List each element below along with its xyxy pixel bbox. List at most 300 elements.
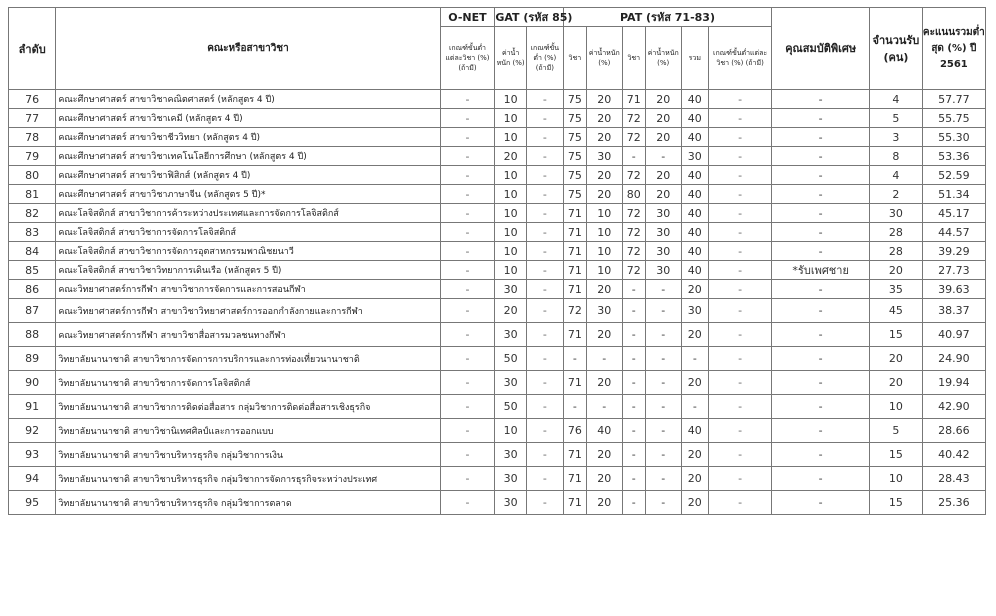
table-row [9,299,986,323]
row-pat-subject-2: 71 [622,90,645,109]
row-pat-min: - [708,280,771,299]
row-min-score: 24.90 [922,347,985,371]
row-onet-min: - [440,299,495,323]
row-pat-weight-2: - [645,147,681,166]
row-pat-weight-2: - [645,443,681,467]
row-gat-min: - [526,128,563,147]
header-faculty: คณะหรือสาขาวิชา [56,8,440,90]
row-order: 78 [9,128,56,147]
row-pat-subject-1: 76 [563,419,586,443]
row-onet-min: - [440,185,495,204]
row-gat-weight: 10 [495,128,527,147]
row-special: - [772,299,870,323]
row-gat-min: - [526,280,563,299]
row-min-score: 57.77 [922,90,985,109]
row-pat-min: - [708,371,771,395]
row-faculty-name: คณะโลจิสติกส์ สาขาวิชาการค้าระหว่างประเทศและการจัดการโลจิสติกส์ [56,204,440,223]
row-special: - [772,419,870,443]
header-pat-subject-2: วิชา [622,27,645,90]
header-seats: จำนวนรับ (คน) [870,8,923,90]
row-seats: 45 [870,299,923,323]
row-pat-total: 40 [681,223,708,242]
row-gat-weight: 50 [495,347,527,371]
row-pat-subject-1: 75 [563,185,586,204]
row-pat-total: 40 [681,90,708,109]
row-gat-weight: 10 [495,90,527,109]
row-order: 82 [9,204,56,223]
row-special: - [772,242,870,261]
header-pat-total: รวม [681,27,708,90]
header-onet-min: เกณฑ์ขั้นต่ำแต่ละวิชา (%) (ถ้ามี) [440,27,495,90]
row-pat-min: - [708,347,771,371]
row-pat-subject-1: 72 [563,299,586,323]
row-gat-min: - [526,166,563,185]
row-order: 90 [9,371,56,395]
row-seats: 10 [870,395,923,419]
row-pat-min: - [708,204,771,223]
row-gat-weight: 20 [495,299,527,323]
row-gat-min: - [526,242,563,261]
row-seats: 15 [870,491,923,515]
row-onet-min: - [440,261,495,280]
row-pat-weight-1: 20 [586,109,622,128]
row-faculty-name: คณะศึกษาศาสตร์ สาขาวิชาเทคโนโลยีการศึกษา (หลักสูตร 4 ปี) [56,147,440,166]
row-pat-subject-2: - [622,323,645,347]
header-onet: O-NET [440,8,495,27]
row-pat-total: 30 [681,299,708,323]
row-pat-subject-2: - [622,491,645,515]
row-gat-min: - [526,467,563,491]
row-gat-weight: 30 [495,280,527,299]
row-pat-weight-2: - [645,280,681,299]
row-gat-weight: 10 [495,223,527,242]
row-pat-min: - [708,223,771,242]
row-pat-weight-2: - [645,491,681,515]
row-pat-weight-1: 10 [586,204,622,223]
row-special: *รับเพศชาย [772,261,870,280]
row-faculty-name: คณะวิทยาศาสตร์การกีฬา สาขาวิชาสื่อสารมวลชนทางกีฬา [56,323,440,347]
row-seats: 3 [870,128,923,147]
row-special: - [772,323,870,347]
row-pat-subject-2: 72 [622,242,645,261]
header-row-top [9,8,986,27]
row-gat-min: - [526,299,563,323]
row-seats: 30 [870,204,923,223]
row-min-score: 39.29 [922,242,985,261]
row-pat-weight-2: 20 [645,128,681,147]
row-min-score: 42.90 [922,395,985,419]
row-pat-weight-2: 20 [645,185,681,204]
row-gat-min: - [526,395,563,419]
row-special: - [772,128,870,147]
row-pat-subject-2: - [622,147,645,166]
row-pat-total: - [681,347,708,371]
row-seats: 28 [870,242,923,261]
row-pat-min: - [708,261,771,280]
row-pat-weight-1: 20 [586,323,622,347]
row-pat-weight-2: - [645,467,681,491]
row-order: 95 [9,491,56,515]
row-pat-weight-1: 10 [586,261,622,280]
row-special: - [772,491,870,515]
row-special: - [772,109,870,128]
row-pat-weight-1: 20 [586,443,622,467]
row-pat-total: - [681,395,708,419]
header-special: คุณสมบัติพิเศษ [772,8,870,90]
row-pat-weight-1: 10 [586,242,622,261]
row-min-score: 45.17 [922,204,985,223]
row-onet-min: - [440,371,495,395]
row-order: 94 [9,467,56,491]
row-onet-min: - [440,491,495,515]
row-gat-weight: 30 [495,467,527,491]
row-order: 81 [9,185,56,204]
row-pat-total: 40 [681,166,708,185]
header-pat-weight-1: ค่าน้ำหนัก (%) [586,27,622,90]
row-pat-weight-1: 10 [586,223,622,242]
row-pat-subject-2: - [622,443,645,467]
row-pat-weight-2: 30 [645,242,681,261]
table-row [9,204,986,223]
row-pat-subject-1: 75 [563,166,586,185]
row-special: - [772,280,870,299]
header-score: คะแนนรวมต่ำสุด (%) ปี 2561 [922,8,985,90]
row-onet-min: - [440,467,495,491]
row-pat-subject-2: 72 [622,128,645,147]
row-order: 84 [9,242,56,261]
row-gat-min: - [526,419,563,443]
row-gat-min: - [526,185,563,204]
row-pat-subject-2: - [622,280,645,299]
row-pat-subject-1: - [563,347,586,371]
row-pat-weight-2: 20 [645,166,681,185]
row-min-score: 51.34 [922,185,985,204]
row-seats: 20 [870,371,923,395]
row-seats: 20 [870,261,923,280]
row-special: - [772,147,870,166]
row-pat-min: - [708,147,771,166]
row-gat-weight: 10 [495,166,527,185]
row-order: 86 [9,280,56,299]
row-onet-min: - [440,147,495,166]
row-pat-total: 20 [681,371,708,395]
row-min-score: 38.37 [922,299,985,323]
row-pat-weight-1: 20 [586,90,622,109]
admission-table-container [8,7,986,515]
table-header [9,8,986,90]
row-faculty-name: คณะวิทยาศาสตร์การกีฬา สาขาวิชาวิทยาศาสตร์การออกกำลังกายและการกีฬา [56,299,440,323]
row-faculty-name: คณะศึกษาศาสตร์ สาขาวิชาภาษาจีน (หลักสูตร 5 ปี)* [56,185,440,204]
row-min-score: 40.42 [922,443,985,467]
row-pat-weight-1: 40 [586,419,622,443]
table-row [9,467,986,491]
row-order: 92 [9,419,56,443]
row-min-score: 28.66 [922,419,985,443]
row-gat-weight: 30 [495,323,527,347]
row-onet-min: - [440,395,495,419]
row-pat-total: 40 [681,128,708,147]
row-seats: 15 [870,443,923,467]
row-onet-min: - [440,419,495,443]
admission-criteria-table [8,7,986,515]
row-pat-weight-1: - [586,347,622,371]
table-row [9,395,986,419]
row-pat-subject-1: 71 [563,280,586,299]
row-faculty-name: วิทยาลัยนานาชาติ สาขาวิชาการจัดการการบริการและการท่องเที่ยวนานาชาติ [56,347,440,371]
row-pat-total: 40 [681,185,708,204]
row-pat-subject-2: 80 [622,185,645,204]
row-faculty-name: คณะโลจิสติกส์ สาขาวิชาการจัดการอุตสาหกรรมพาณิชยนาวี [56,242,440,261]
row-pat-total: 20 [681,280,708,299]
table-row [9,90,986,109]
row-pat-subject-1: 75 [563,90,586,109]
row-pat-weight-1: 20 [586,185,622,204]
row-order: 89 [9,347,56,371]
table-row [9,166,986,185]
row-min-score: 27.73 [922,261,985,280]
row-gat-min: - [526,223,563,242]
row-faculty-name: วิทยาลัยนานาชาติ สาขาวิชาบริหารธุรกิจ กลุ่มวิชาการเงิน [56,443,440,467]
table-row [9,371,986,395]
row-order: 76 [9,90,56,109]
row-gat-weight: 10 [495,261,527,280]
row-gat-weight: 10 [495,419,527,443]
row-pat-total: 20 [681,467,708,491]
row-faculty-name: คณะศึกษาศาสตร์ สาขาวิชาคณิตศาสตร์ (หลักสูตร 4 ปี) [56,90,440,109]
row-seats: 5 [870,419,923,443]
row-seats: 4 [870,166,923,185]
row-min-score: 52.59 [922,166,985,185]
header-gat-min: เกณฑ์ขั้นต่ำ (%) (ถ้ามี) [526,27,563,90]
row-faculty-name: คณะศึกษาศาสตร์ สาขาวิชาเคมี (หลักสูตร 4 ปี) [56,109,440,128]
row-min-score: 39.63 [922,280,985,299]
row-gat-min: - [526,109,563,128]
row-pat-subject-1: 71 [563,371,586,395]
row-seats: 28 [870,223,923,242]
row-seats: 15 [870,323,923,347]
row-pat-weight-2: - [645,323,681,347]
row-pat-weight-2: 30 [645,261,681,280]
row-faculty-name: วิทยาลัยนานาชาติ สาขาวิชาการติดต่อสื่อสาร กลุ่มวิชาการติดต่อสื่อสารเชิงธุรกิจ [56,395,440,419]
row-pat-min: - [708,299,771,323]
row-faculty-name: คณะศึกษาศาสตร์ สาขาวิชาฟิสิกส์ (หลักสูตร 4 ปี) [56,166,440,185]
row-pat-subject-2: - [622,395,645,419]
row-special: - [772,204,870,223]
row-seats: 5 [870,109,923,128]
row-pat-subject-2: - [622,347,645,371]
row-order: 83 [9,223,56,242]
row-faculty-name: คณะโลจิสติกส์ สาขาวิชาการจัดการโลจิสติกส์ [56,223,440,242]
row-pat-weight-2: 30 [645,223,681,242]
row-pat-subject-2: 72 [622,223,645,242]
row-special: - [772,467,870,491]
row-min-score: 55.75 [922,109,985,128]
row-pat-min: - [708,323,771,347]
row-pat-subject-1: 71 [563,204,586,223]
table-row [9,242,986,261]
row-pat-min: - [708,419,771,443]
row-pat-weight-2: - [645,371,681,395]
row-pat-total: 40 [681,109,708,128]
row-pat-weight-1: - [586,395,622,419]
row-pat-subject-1: 75 [563,147,586,166]
header-pat-weight-2: ค่าน้ำหนัก (%) [645,27,681,90]
row-gat-min: - [526,323,563,347]
row-gat-weight: 30 [495,371,527,395]
row-order: 91 [9,395,56,419]
row-onet-min: - [440,166,495,185]
row-pat-weight-2: 30 [645,204,681,223]
row-pat-subject-1: - [563,395,586,419]
table-row [9,185,986,204]
row-onet-min: - [440,280,495,299]
row-pat-min: - [708,128,771,147]
row-gat-min: - [526,204,563,223]
row-onet-min: - [440,204,495,223]
row-pat-total: 40 [681,242,708,261]
table-row [9,280,986,299]
row-min-score: 55.30 [922,128,985,147]
header-order: ลำดับ [9,8,56,90]
row-pat-subject-1: 71 [563,242,586,261]
row-pat-total: 40 [681,419,708,443]
row-gat-weight: 20 [495,147,527,166]
row-onet-min: - [440,223,495,242]
row-pat-min: - [708,242,771,261]
row-faculty-name: วิทยาลัยนานาชาติ สาขาวิชาการจัดการโลจิสติกส์ [56,371,440,395]
row-gat-min: - [526,347,563,371]
row-order: 77 [9,109,56,128]
row-pat-total: 20 [681,491,708,515]
row-gat-min: - [526,371,563,395]
row-pat-min: - [708,166,771,185]
row-pat-total: 40 [681,261,708,280]
table-row [9,323,986,347]
row-gat-weight: 30 [495,443,527,467]
row-pat-subject-1: 71 [563,467,586,491]
row-faculty-name: คณะโลจิสติกส์ สาขาวิชาวิทยาการเดินเรือ (หลักสูตร 5 ปี) [56,261,440,280]
row-order: 88 [9,323,56,347]
row-gat-weight: 50 [495,395,527,419]
row-min-score: 25.36 [922,491,985,515]
row-gat-weight: 10 [495,204,527,223]
row-pat-min: - [708,443,771,467]
header-pat: PAT (รหัส 71-83) [563,8,771,27]
row-gat-min: - [526,261,563,280]
row-gat-weight: 10 [495,185,527,204]
row-gat-min: - [526,90,563,109]
row-pat-subject-2: 72 [622,261,645,280]
row-min-score: 19.94 [922,371,985,395]
table-row [9,128,986,147]
row-pat-weight-1: 30 [586,147,622,166]
header-pat-min: เกณฑ์ขั้นต่ำแต่ละวิชา (%) (ถ้ามี) [708,27,771,90]
row-pat-weight-1: 20 [586,491,622,515]
row-special: - [772,185,870,204]
row-special: - [772,166,870,185]
row-pat-total: 20 [681,443,708,467]
row-faculty-name: คณะวิทยาศาสตร์การกีฬา สาขาวิชาการจัดการและการสอนกีฬา [56,280,440,299]
row-special: - [772,347,870,371]
row-pat-subject-1: 71 [563,261,586,280]
row-order: 93 [9,443,56,467]
row-pat-total: 40 [681,204,708,223]
row-pat-subject-2: - [622,299,645,323]
row-min-score: 28.43 [922,467,985,491]
header-gat: GAT (รหัส 85) [495,8,563,27]
row-pat-subject-1: 71 [563,443,586,467]
row-min-score: 44.57 [922,223,985,242]
row-seats: 2 [870,185,923,204]
row-pat-min: - [708,90,771,109]
row-pat-min: - [708,109,771,128]
row-order: 80 [9,166,56,185]
row-pat-weight-1: 20 [586,280,622,299]
row-pat-subject-2: 72 [622,109,645,128]
row-onet-min: - [440,242,495,261]
table-row [9,443,986,467]
row-pat-subject-1: 71 [563,223,586,242]
row-pat-subject-1: 71 [563,323,586,347]
row-seats: 20 [870,347,923,371]
row-order: 79 [9,147,56,166]
header-gat-weight: ค่าน้ำหนัก (%) [495,27,527,90]
row-pat-min: - [708,467,771,491]
row-onet-min: - [440,443,495,467]
header-pat-subject-1: วิชา [563,27,586,90]
row-pat-weight-2: - [645,299,681,323]
row-pat-weight-1: 20 [586,128,622,147]
table-row [9,419,986,443]
table-row [9,261,986,280]
row-pat-weight-1: 30 [586,299,622,323]
row-pat-min: - [708,395,771,419]
row-gat-min: - [526,147,563,166]
row-special: - [772,223,870,242]
row-pat-weight-2: 20 [645,109,681,128]
row-pat-total: 20 [681,323,708,347]
row-pat-weight-2: - [645,347,681,371]
row-pat-subject-2: - [622,371,645,395]
row-order: 87 [9,299,56,323]
row-gat-weight: 10 [495,109,527,128]
row-onet-min: - [440,128,495,147]
row-gat-min: - [526,443,563,467]
row-onet-min: - [440,109,495,128]
row-pat-subject-2: - [622,419,645,443]
row-faculty-name: วิทยาลัยนานาชาติ สาขาวิชานิเทศศิลป์และการออกแบบ [56,419,440,443]
row-pat-weight-2: 20 [645,90,681,109]
row-onet-min: - [440,323,495,347]
row-seats: 10 [870,467,923,491]
row-pat-min: - [708,185,771,204]
row-special: - [772,395,870,419]
row-onet-min: - [440,347,495,371]
row-gat-min: - [526,491,563,515]
table-row [9,109,986,128]
row-pat-weight-2: - [645,395,681,419]
row-special: - [772,371,870,395]
row-onet-min: - [440,90,495,109]
table-row [9,223,986,242]
table-body [9,90,986,515]
row-special: - [772,443,870,467]
row-gat-weight: 30 [495,491,527,515]
row-order: 85 [9,261,56,280]
table-row [9,491,986,515]
row-pat-subject-2: - [622,467,645,491]
row-pat-subject-2: 72 [622,204,645,223]
